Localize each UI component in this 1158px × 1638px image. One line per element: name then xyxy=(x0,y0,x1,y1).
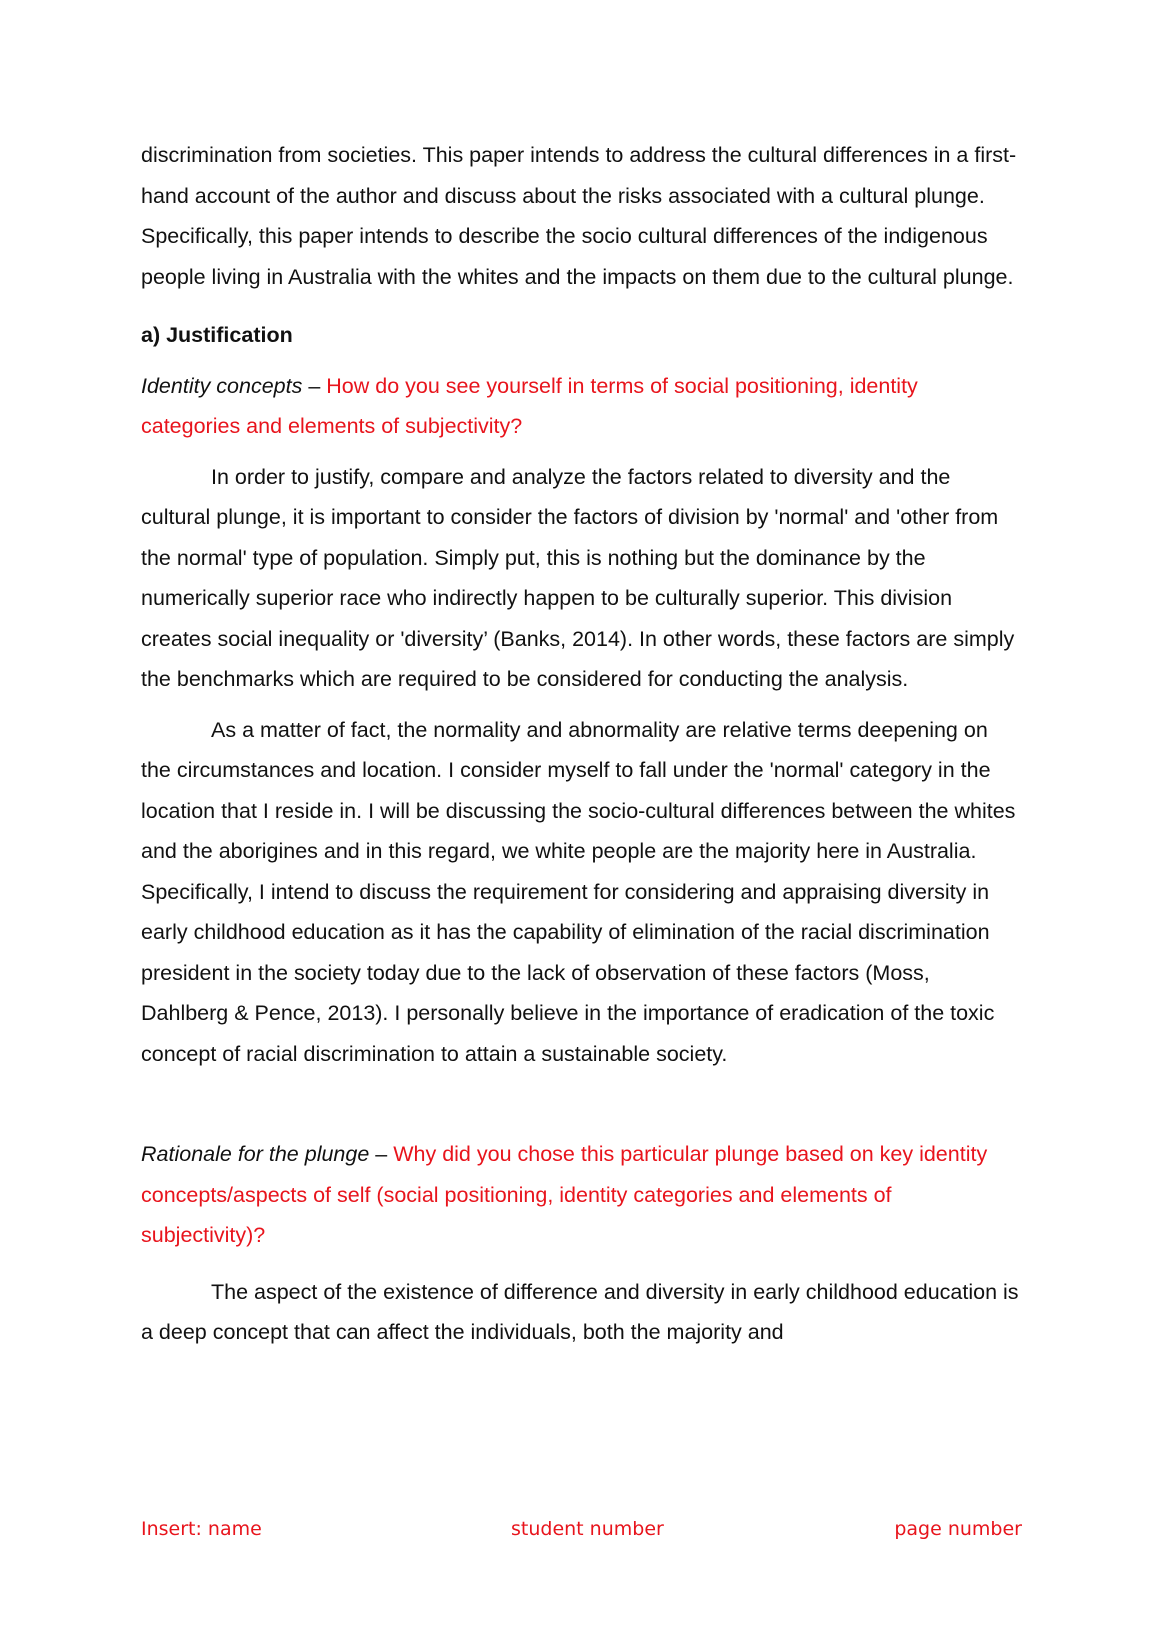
footer-name: Insert: name xyxy=(141,1518,262,1540)
rationale-prompt xyxy=(141,1134,1021,1256)
identity-concepts-prompt xyxy=(141,366,1021,447)
rationale-dash: – xyxy=(369,1142,394,1166)
justification-paragraph-1: In order to justify, compare and analyze the factors related to diversity and the cultural plunge, it is important to consider the factors of division by 'normal' and 'other from the normal' type of population. Simply put, this is nothing but the dominance by the numerically superior race who indirectly happen to be culturally superior. This division creates social inequality or 'diversity’ (Banks, 2014). In other words, these factors are simply the benchmarks which are required to be considered for conducting the analysis. xyxy=(141,464,1015,691)
identity-concepts-question: How do you see yourself in terms of social positioning, identity categories and elements of subjectivity? xyxy=(141,373,918,438)
section-heading-justification: a) Justification xyxy=(141,323,293,347)
rationale-label: Rationale for the plunge xyxy=(141,1142,370,1166)
footer-student-number: student number xyxy=(511,1518,664,1540)
identity-concepts-label: Identity concepts xyxy=(141,373,303,398)
document-body xyxy=(141,135,1021,1353)
justification-paragraph-2: As a matter of fact, the normality and abnormality are relative terms deepening on the circumstances and location. I consider myself to fall under the 'normal' category in the location that I reside in. I will be discussing the socio-cultural differences between the whites and the aborigines and in this regard, we white people are the majority here in Australia. Specifically, I intend to discuss the requirement for considering and appraising diversity in early childhood education as it has the capability of elimination of the racial discrimination president in the society today due to the lack of observation of these factors (Moss, Dahlberg & Pence, 2013). I personally believe in the importance of eradication of the toxic concept of racial discrimination to attain a sustainable society. xyxy=(141,717,1016,1066)
page-footer xyxy=(141,1518,1022,1548)
intro-paragraph: discrimination from societies. This paper intends to address the cultural differences in a first-hand account of the author and discuss about the risks associated with a cultural plunge. Specifically, this paper intends to describe the socio cultural differences of the indigenous people living in Australia with the whites and the impacts on them due to the cultural plunge. xyxy=(141,143,1017,289)
rationale-question: Why did you chose this particular plunge based on key identity concepts/aspects of self (social positioning, identity categories and elements of subjectivity)? xyxy=(141,1142,988,1247)
identity-concepts-dash: – xyxy=(302,373,327,398)
footer-page-number: page number xyxy=(894,1518,1022,1540)
rationale-paragraph-1: The aspect of the existence of difference and diversity in early childhood education is a deep concept that can affect the individuals, both the majority and xyxy=(141,1279,1019,1344)
